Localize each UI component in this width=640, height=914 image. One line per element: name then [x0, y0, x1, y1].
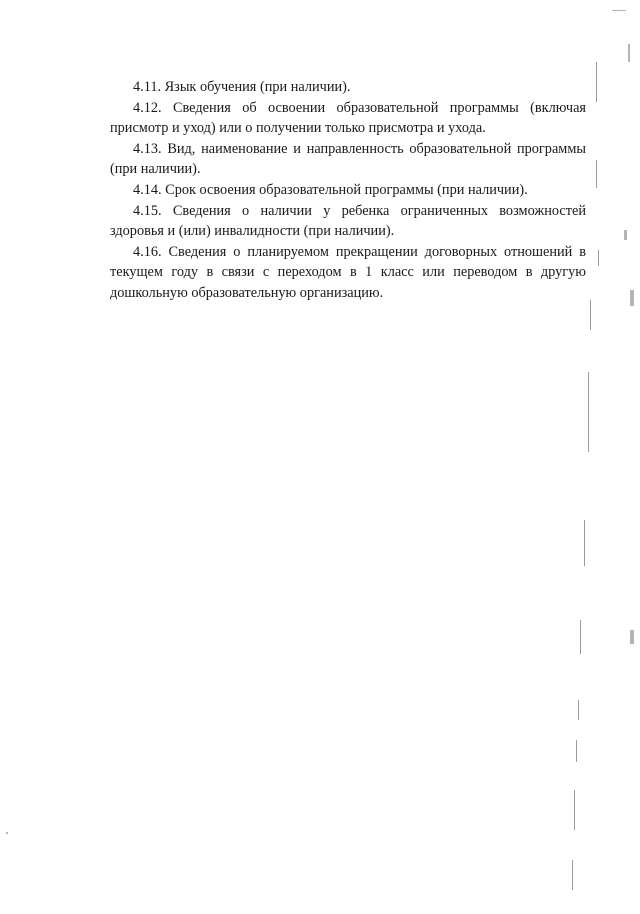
scan-speck — [630, 290, 634, 306]
scan-edge-line — [576, 740, 577, 762]
scan-edge-line — [590, 300, 591, 330]
scan-edge-line — [596, 160, 597, 188]
scan-edge-line — [596, 62, 597, 102]
scan-edge-line — [584, 520, 585, 566]
paragraph-4-16: 4.16. Сведения о планируемом прекращении договорных отношений в текущем году в связи с переходом в 1 класс или переводом в другую дошкольную образовательную организацию. — [110, 243, 586, 301]
paragraph-4-11: 4.11. Язык обучения (при наличии). — [133, 79, 351, 95]
paragraph-4-14: 4.14. Срок освоения образовательной программы (при наличии). — [133, 181, 528, 198]
scan-speck — [6, 832, 8, 834]
scan-edge-line — [572, 860, 573, 890]
paragraph-4-13: 4.13. Вид, наименование и направленность образовательной программы (при наличии). — [110, 140, 586, 178]
scan-edge-line — [574, 790, 575, 830]
paragraph-4-12: 4.12. Сведения об освоении образовательной программы (включая присмотр и уход) или о получении только присмотра и ухода. — [110, 99, 586, 137]
scan-edge-line — [588, 372, 589, 452]
scan-speck — [630, 630, 634, 644]
scan-edge-line — [578, 700, 579, 720]
scan-speck — [628, 44, 630, 62]
scan-speck — [612, 10, 626, 11]
scan-speck — [624, 230, 627, 240]
paragraph-4-15: 4.15. Сведения о наличии у ребенка ограниченных возможностей здоровья и (или) инвалидности (при наличии). — [110, 202, 586, 240]
scan-edge-line — [598, 250, 599, 266]
scan-edge-line — [580, 620, 581, 654]
document-body — [110, 77, 586, 304]
